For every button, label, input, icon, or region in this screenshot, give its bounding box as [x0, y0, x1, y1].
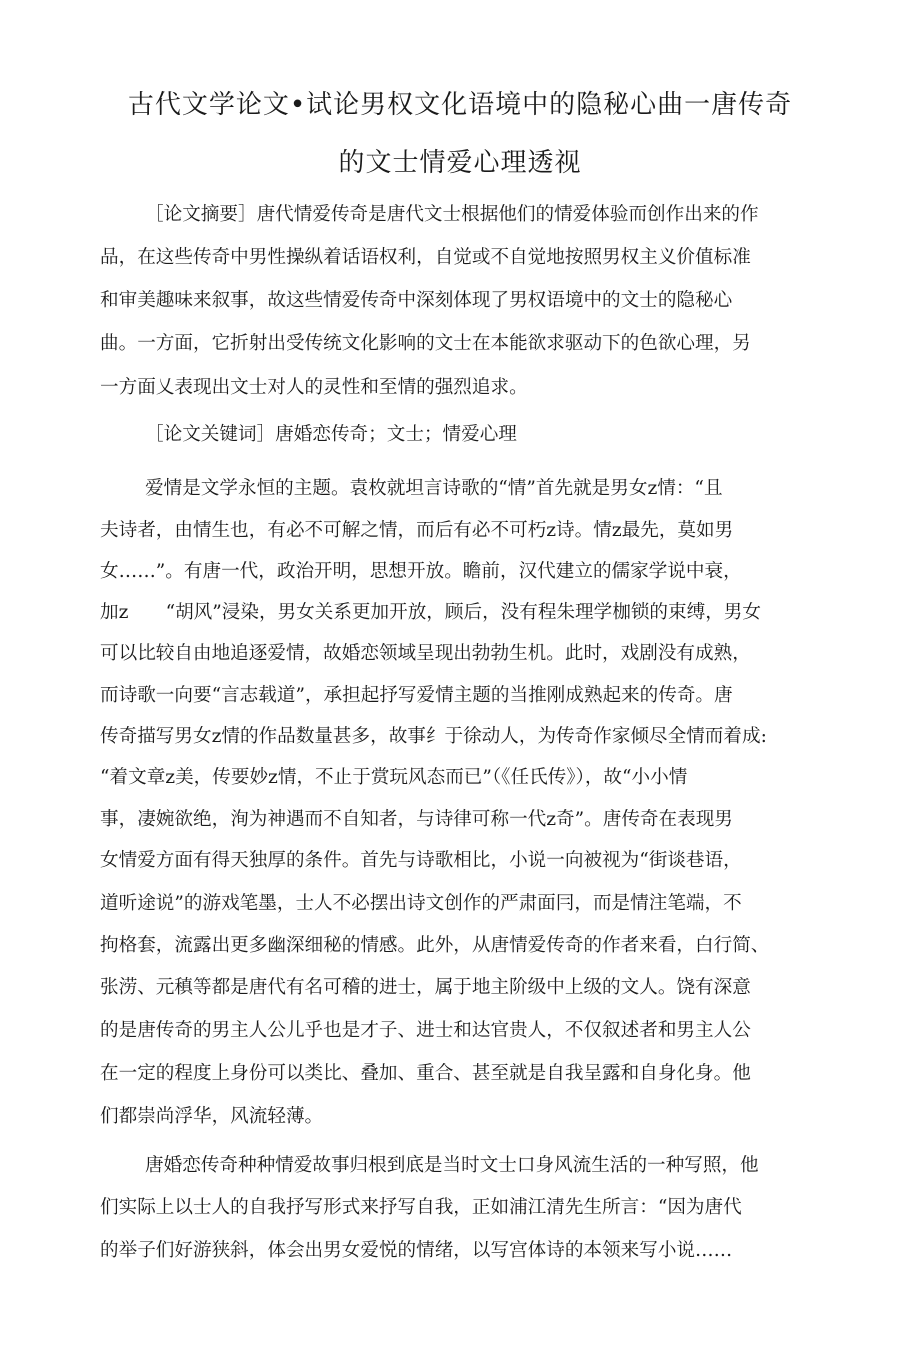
body-line: 传奇描写男女z情的作品数量甚多，故事纟于徐动人，为传奇作家倾尽全情而着成:	[100, 726, 767, 747]
document-title-line-2: 的文士情爱心理透视	[338, 148, 582, 178]
body-line: 唐婚恋传奇种种情爱故事归根到底是当时文士口身风流生活的一种写照，他	[145, 1155, 759, 1176]
document-title-line-1: 古代文学论文•试论男权文化语境中的隐秘心曲一唐传奇	[127, 90, 793, 120]
body-line: 加z “胡风”浸染，男女关系更加开放，顾后，没有程朱理学枷锁的束缚，男女	[100, 602, 761, 623]
body-line: 可以比较自由地追逐爱情，故婚恋领域呈现出勃勃生机。此时，戏剧没有成熟，	[100, 643, 751, 664]
body-line: 们实际上以士人的自我抒写形式来抒写自我，正如浦江清先生所言：“因为唐代	[100, 1197, 742, 1218]
body-line: 夫诗者，由情生也，有必不可解之情，而后有必不可朽z诗。情z最先，莫如男	[100, 520, 734, 541]
body-line: 女情爱方面有得天独厚的条件。首先与诗歌相比，小说一向被视为“街谈巷语，	[100, 850, 742, 871]
body-line: 爱情是文学永恒的主题。袁枚就坦言诗歌的“情”首先就是男女z情：“且	[145, 478, 723, 499]
body-line: 女……”。有唐一代，政治开明，思想开放。瞻前，汉代建立的儒家学说中衰，	[100, 561, 742, 582]
abstract-line: 和审美趣味来叙事，故这些情爱传奇中深刻体现了男权语境中的文士的隐秘心	[100, 290, 733, 311]
abstract-line: 品，在这些传奇中男性操纵着话语权利，自觉或不自觉地按照男权主义价值标准	[100, 247, 751, 268]
body-line: 的举子们好游狭斜，体会出男女爱悦的情绪，以写宫体诗的本领来写小说……	[100, 1240, 733, 1261]
body-line: 事，凄婉欲绝，洵为神遇而不自知者，与诗律可称一代z奇”。唐传奇在表现男	[100, 809, 733, 830]
keywords-line: ［论文关键词］唐婚恋传奇；文士；情爱心理	[145, 424, 517, 445]
body-line: 的是唐传奇的男主人公儿乎也是才子、进士和达官贵人，不仅叙述者和男主人公	[100, 1020, 751, 1041]
abstract-line: 曲。一方面，它折射出受传统文化影响的文士在本能欲求驱动下的色欲心理，另	[100, 333, 751, 354]
body-line: 道听途说”的游戏笔墨，士人不必摆出诗文创作的严肃面冃，而是情注笔端，不	[100, 893, 742, 914]
body-line: 们都崇尚浮华，风流轻薄。	[100, 1106, 324, 1127]
body-line: 在一定的程度上身份可以类比、叠加、重合、甚至就是自我呈露和自身化身。他	[100, 1063, 751, 1084]
body-line: 拘格套，流露出更多幽深细秘的情感。此外，从唐情爱传奇的作者来看，白行简、	[100, 935, 770, 956]
body-line: 张涝、元稹等都是唐代有名可稽的进士，属于地主阶级中上级的文人。饶有深意	[100, 977, 751, 998]
abstract-line: 一方面乂表现出文士对人的灵性和至情的强烈追求。	[100, 377, 528, 398]
body-line: “着文章z美，传要妙z情，不止于赏玩风态而已”（《任氏传》），故“小小情	[100, 767, 688, 788]
abstract-line: ［论文摘要］唐代情爱传奇是唐代文士根据他们的情爱体验而创作出来的作	[145, 204, 759, 225]
body-line: 而诗歌一向要“言志载道”，承担起抒写爱情主题的当推刚成熟起来的传奇。唐	[100, 685, 733, 706]
